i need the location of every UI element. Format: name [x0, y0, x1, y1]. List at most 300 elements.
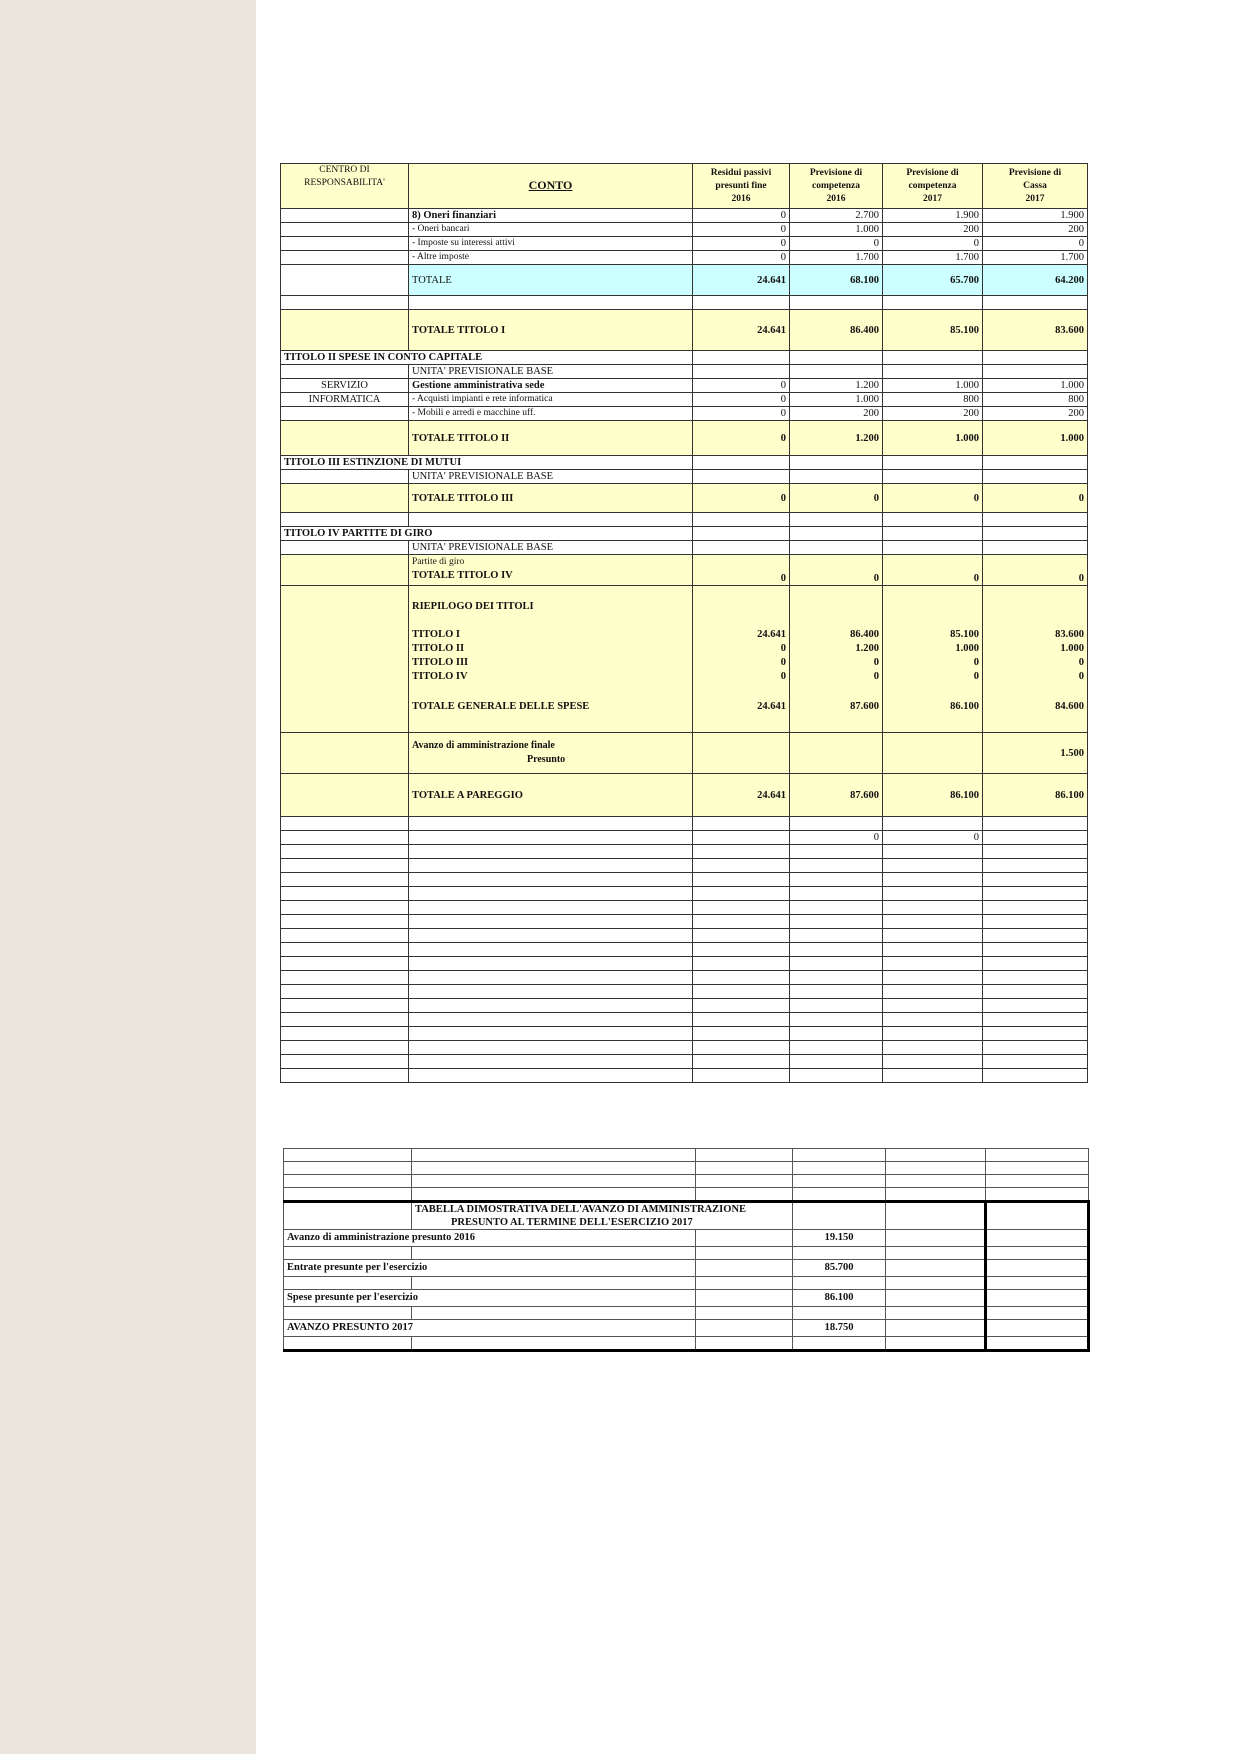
cell-empty — [281, 915, 409, 929]
col4-line3: 2017 — [1025, 193, 1045, 204]
cell-empty — [696, 1188, 793, 1202]
cell-empty — [412, 1162, 696, 1175]
riepilogo-heading: RIEPILOGO DEI TITOLI — [412, 601, 534, 612]
spacer — [412, 684, 689, 700]
cell-empty — [886, 1175, 986, 1188]
cell-empty — [790, 1041, 883, 1055]
presunto-label: Presunto — [527, 754, 566, 765]
cell-value: 0 — [883, 831, 983, 845]
cell-empty — [790, 845, 883, 859]
cell-empty — [886, 1290, 986, 1307]
pareggio-row — [281, 774, 1088, 817]
cell-empty — [281, 887, 409, 901]
cell-empty — [986, 1188, 1089, 1202]
cell-value: 0 — [1078, 671, 1084, 682]
cell-empty — [693, 1013, 790, 1027]
blank-row — [284, 1277, 1089, 1290]
cell-empty — [281, 859, 409, 873]
cell-empty — [883, 985, 983, 999]
table-row — [281, 223, 1088, 237]
cell-empty — [983, 296, 1088, 310]
table-row — [284, 1202, 1089, 1230]
cell-value: 86.100 — [883, 774, 983, 817]
cell-empty — [986, 1175, 1089, 1188]
cell-empty — [790, 943, 883, 957]
cell-empty — [693, 957, 790, 971]
tabella-row — [284, 1260, 1089, 1277]
cell-empty — [886, 1337, 986, 1351]
table-row — [281, 831, 1088, 845]
cell-empty — [983, 1055, 1088, 1069]
cell-empty — [883, 296, 983, 310]
cell-empty — [790, 859, 883, 873]
row-label: - Mobili e arredi e macchine uff. — [409, 407, 693, 421]
cell-empty — [883, 845, 983, 859]
col2-line3: 2016 — [826, 193, 846, 204]
blank-row — [281, 985, 1088, 999]
row-label: 8) Oneri finanziari — [409, 209, 693, 223]
cell-empty — [281, 484, 409, 513]
cell-value: 87.600 — [850, 701, 879, 712]
cell-empty — [986, 1202, 1089, 1230]
cell-empty — [409, 859, 693, 873]
cell-value: 83.600 — [983, 310, 1088, 351]
cell-empty — [412, 1307, 696, 1320]
cell-empty — [886, 1260, 986, 1277]
cell-empty — [883, 527, 983, 541]
cell-empty — [883, 351, 983, 365]
tabella-value: 18.750 — [793, 1320, 886, 1337]
cell-empty — [883, 873, 983, 887]
responsabilita-label: RESPONSABILITA' — [304, 178, 385, 188]
cell-empty — [983, 817, 1088, 831]
cell-empty — [409, 873, 693, 887]
tabella-value: 86.100 — [793, 1290, 886, 1307]
cell-empty — [409, 1069, 693, 1083]
cell-empty — [790, 999, 883, 1013]
cell-empty — [284, 1175, 412, 1188]
row-label: TITOLO III — [412, 657, 469, 668]
cell-value: 1.900 — [883, 209, 983, 223]
cell-empty — [693, 527, 790, 541]
cell-empty — [412, 1337, 696, 1351]
cell-value: 1.200 — [855, 643, 879, 654]
cell-empty — [793, 1277, 886, 1290]
cell-empty — [883, 915, 983, 929]
cell-empty — [693, 831, 790, 845]
tabella-label: AVANZO PRESUNTO 2017 — [284, 1320, 696, 1337]
col2-line2: competenza — [811, 180, 860, 191]
cell-empty — [281, 541, 409, 555]
section-heading: TITOLO III ESTINZIONE DI MUTUI — [281, 456, 693, 470]
cell-value: 0 — [973, 671, 979, 682]
cell-empty — [281, 555, 409, 586]
cell-empty — [281, 901, 409, 915]
cell-value: 0 — [883, 484, 983, 513]
upb-label: UNITA' PREVISIONALE BASE — [409, 470, 693, 484]
tabella-row — [284, 1230, 1089, 1247]
cell-empty — [281, 1027, 409, 1041]
spacer-row — [281, 296, 1088, 310]
cell-value: 1.000 — [983, 379, 1088, 393]
spacer — [793, 684, 879, 700]
cell-empty — [983, 470, 1088, 484]
cell-empty — [284, 1337, 412, 1351]
cell-empty — [696, 1277, 793, 1290]
blank-row — [281, 873, 1088, 887]
col4-line1: Previsione di — [1008, 167, 1062, 178]
riepilogo-col1 — [693, 586, 790, 733]
blank-row — [281, 915, 1088, 929]
cell-empty — [793, 1188, 886, 1202]
totale-row — [281, 265, 1088, 296]
spacer-row — [281, 817, 1088, 831]
cell-value: 1.000 — [955, 643, 979, 654]
cell-empty — [693, 1027, 790, 1041]
upb-label: UNITA' PREVISIONALE BASE — [409, 541, 693, 555]
blank-row — [281, 845, 1088, 859]
cell-empty — [693, 296, 790, 310]
blank-row — [281, 1055, 1088, 1069]
spese-table — [280, 163, 1088, 1083]
cell-empty — [693, 985, 790, 999]
tabella-dimostrativa — [283, 1148, 1088, 1352]
row-label: - Altre imposte — [409, 251, 693, 265]
cell-value: 24.641 — [757, 701, 786, 712]
cell-value: 1.200 — [790, 421, 883, 456]
riepilogo-block — [281, 586, 1088, 733]
cell-empty — [883, 999, 983, 1013]
cell-value: 87.600 — [790, 774, 883, 817]
cell-value: 0 — [790, 831, 883, 845]
centro-label: SERVIZIO — [281, 379, 409, 393]
cell-empty — [790, 1013, 883, 1027]
cell-empty — [883, 929, 983, 943]
cell-value: 0 — [790, 237, 883, 251]
cell-empty — [281, 1055, 409, 1069]
cell-empty — [281, 831, 409, 845]
table-row — [281, 470, 1088, 484]
cell-empty — [693, 541, 790, 555]
row-label: TITOLO IV — [412, 671, 468, 682]
cell-empty — [986, 1230, 1089, 1247]
cell-empty — [281, 513, 409, 527]
cell-empty — [281, 943, 409, 957]
cell-empty — [281, 310, 409, 351]
partite-label: Partite di giro — [412, 557, 465, 567]
cell-value: 200 — [983, 223, 1088, 237]
cell-empty — [883, 733, 983, 774]
cell-empty — [793, 1162, 886, 1175]
cell-empty — [790, 527, 883, 541]
cell-empty — [409, 845, 693, 859]
cell-empty — [790, 1069, 883, 1083]
cell-empty — [986, 1290, 1089, 1307]
blank-row — [281, 999, 1088, 1013]
cell-empty — [983, 887, 1088, 901]
table-row — [281, 251, 1088, 265]
cell-empty — [409, 1055, 693, 1069]
cell-empty — [793, 1175, 886, 1188]
cell-value: 1.000 — [883, 421, 983, 456]
cell-empty — [883, 365, 983, 379]
cell-value: 0 — [873, 657, 879, 668]
table-row — [281, 393, 1088, 407]
cell-value: 200 — [883, 223, 983, 237]
cell-empty — [281, 929, 409, 943]
cell-empty — [409, 915, 693, 929]
cell-empty — [983, 351, 1088, 365]
cell-empty — [983, 873, 1088, 887]
blank-row — [284, 1307, 1089, 1320]
tabella-row — [284, 1320, 1089, 1337]
cell-empty — [412, 1175, 696, 1188]
cell-value: 0 — [780, 643, 786, 654]
tabella-title-line2: PRESUNTO AL TERMINE DELL'ESERCIZIO 2017 — [451, 1217, 693, 1228]
cell-value: 86.400 — [850, 629, 879, 640]
cell-value: 1.700 — [790, 251, 883, 265]
cell-empty — [281, 209, 409, 223]
cell-empty — [790, 1027, 883, 1041]
cell-empty — [281, 774, 409, 817]
col1-line3: 2016 — [731, 193, 751, 204]
cell-empty — [983, 365, 1088, 379]
tabella-value: 85.700 — [793, 1260, 886, 1277]
col2-line1: Previsione di — [809, 167, 863, 178]
col-comp2016-header — [790, 164, 883, 209]
cell-empty — [693, 901, 790, 915]
section-heading: TITOLO II SPESE IN CONTO CAPITALE — [281, 351, 693, 365]
cell-value: 86.400 — [790, 310, 883, 351]
cell-empty — [696, 1260, 793, 1277]
cell-empty — [983, 943, 1088, 957]
table-row — [281, 209, 1088, 223]
tabella-title-line1: TABELLA DIMOSTRATIVA DELL'AVANZO DI AMMINISTRAZIONE — [415, 1204, 747, 1215]
cell-empty — [883, 817, 983, 831]
cell-empty — [281, 421, 409, 456]
cell-empty — [790, 901, 883, 915]
cell-value: 2.700 — [790, 209, 883, 223]
spacer-row — [281, 513, 1088, 527]
cell-empty — [284, 1202, 412, 1230]
cell-empty — [983, 1027, 1088, 1041]
cell-empty — [409, 817, 693, 831]
cell-value: 0 — [693, 555, 790, 586]
tabella-label: Entrate presunte per l'esercizio — [284, 1260, 696, 1277]
col3-line1: Previsione di — [906, 167, 959, 178]
table-row — [281, 541, 1088, 555]
cell-empty — [886, 1162, 986, 1175]
cell-empty — [693, 887, 790, 901]
table-row — [281, 379, 1088, 393]
cell-empty — [883, 887, 983, 901]
cell-empty — [790, 817, 883, 831]
cell-empty — [693, 971, 790, 985]
cell-empty — [281, 223, 409, 237]
cell-empty — [409, 831, 693, 845]
conto-label: CONTO — [528, 178, 573, 192]
titolo-2-heading-row — [281, 351, 1088, 365]
cell-empty — [883, 541, 983, 555]
cell-value: 800 — [883, 393, 983, 407]
cell-value: 0 — [983, 484, 1088, 513]
totale-titolo-2-row — [281, 421, 1088, 456]
cell-value: 0 — [983, 237, 1088, 251]
cell-empty — [281, 999, 409, 1013]
cell-empty — [281, 845, 409, 859]
cell-value: 84.600 — [1055, 701, 1084, 712]
blank-row — [284, 1149, 1089, 1162]
avanzo-row — [281, 733, 1088, 774]
budget-spreadsheet — [280, 163, 1087, 1083]
cell-empty — [986, 1337, 1089, 1351]
cell-empty — [409, 1041, 693, 1055]
cell-empty — [883, 943, 983, 957]
cell-empty — [790, 351, 883, 365]
cell-value: 0 — [790, 555, 883, 586]
cell-empty — [696, 1149, 793, 1162]
partite-cell — [409, 555, 693, 586]
cell-empty — [883, 1069, 983, 1083]
blank-row — [281, 943, 1088, 957]
cell-empty — [986, 1277, 1089, 1290]
row-label: TOTALE GENERALE DELLE SPESE — [412, 701, 590, 712]
row-label: TOTALE TITOLO I — [409, 310, 693, 351]
blank-row — [281, 971, 1088, 985]
cell-value: 1.200 — [790, 379, 883, 393]
col-cassa-header — [983, 164, 1088, 209]
cell-empty — [790, 733, 883, 774]
cell-empty — [284, 1307, 412, 1320]
cell-value: 0 — [883, 555, 983, 586]
cell-empty — [693, 845, 790, 859]
spacer — [412, 614, 689, 628]
cell-empty — [696, 1320, 793, 1337]
cell-value: 0 — [693, 251, 790, 265]
cell-empty — [693, 817, 790, 831]
cell-empty — [693, 1069, 790, 1083]
cell-empty — [696, 1307, 793, 1320]
col3-line2: competenza — [908, 180, 957, 191]
cell-empty — [409, 929, 693, 943]
cell-empty — [281, 251, 409, 265]
cell-value: 24.641 — [693, 265, 790, 296]
cell-value: 1.000 — [1060, 643, 1084, 654]
table-row — [281, 407, 1088, 421]
cell-empty — [696, 1290, 793, 1307]
cell-empty — [790, 873, 883, 887]
cell-empty — [281, 586, 409, 733]
cell-empty — [281, 817, 409, 831]
cell-empty — [983, 999, 1088, 1013]
cell-value: 200 — [983, 407, 1088, 421]
cell-empty — [983, 1069, 1088, 1083]
row-label: TOTALE A PAREGGIO — [409, 774, 693, 817]
row-label: TITOLO I — [412, 629, 460, 640]
cell-value: 0 — [693, 209, 790, 223]
cell-value: 0 — [883, 237, 983, 251]
riepilogo-col4 — [983, 586, 1088, 733]
blank-row — [281, 887, 1088, 901]
row-label: Gestione amministrativa sede — [409, 379, 693, 393]
col3-line3: 2017 — [923, 193, 942, 204]
cell-value: 1.900 — [983, 209, 1088, 223]
cell-empty — [281, 365, 409, 379]
cell-empty — [696, 1175, 793, 1188]
cell-value: 0 — [693, 393, 790, 407]
row-label: - Imposte su interessi attivi — [409, 237, 693, 251]
cell-value: 0 — [693, 379, 790, 393]
cell-empty — [886, 1307, 986, 1320]
row-label: - Oneri bancari — [409, 223, 693, 237]
page-margin-sidebar — [0, 0, 256, 1754]
cell-value: 0 — [790, 484, 883, 513]
cell-empty — [693, 470, 790, 484]
cell-value: 0 — [983, 555, 1088, 586]
cell-empty — [986, 1307, 1089, 1320]
cell-empty — [790, 957, 883, 971]
cell-value: 1.500 — [983, 733, 1088, 774]
cell-empty — [696, 1230, 793, 1247]
cell-empty — [696, 1337, 793, 1351]
cell-empty — [790, 915, 883, 929]
cell-empty — [983, 957, 1088, 971]
cell-empty — [790, 296, 883, 310]
riepilogo-col3 — [883, 586, 983, 733]
cell-empty — [409, 943, 693, 957]
cell-empty — [886, 1202, 986, 1230]
cell-empty — [793, 1337, 886, 1351]
riepilogo-col2 — [790, 586, 883, 733]
cell-empty — [886, 1247, 986, 1260]
cell-value: 0 — [693, 237, 790, 251]
cell-empty — [693, 513, 790, 527]
cell-empty — [409, 296, 693, 310]
cell-empty — [790, 887, 883, 901]
cell-value: 800 — [983, 393, 1088, 407]
blank-row — [284, 1162, 1089, 1175]
avanzo-label: Avanzo di amministrazione finale — [412, 740, 555, 751]
cell-empty — [281, 1069, 409, 1083]
cell-empty — [790, 985, 883, 999]
tabella-value: 19.150 — [793, 1230, 886, 1247]
cell-empty — [983, 901, 1088, 915]
col-comp2017-header — [883, 164, 983, 209]
cell-value: 200 — [790, 407, 883, 421]
cell-value: 0 — [780, 671, 786, 682]
cell-empty — [983, 985, 1088, 999]
blank-row — [281, 901, 1088, 915]
blank-row — [281, 859, 1088, 873]
cell-empty — [412, 1188, 696, 1202]
cell-value: 65.700 — [883, 265, 983, 296]
tabella-title — [412, 1202, 793, 1230]
avanzo-table — [283, 1148, 1090, 1352]
blank-row — [281, 1069, 1088, 1083]
cell-empty — [281, 873, 409, 887]
cell-value: 0 — [873, 671, 879, 682]
row-label: TOTALE TITOLO III — [409, 484, 693, 513]
cell-empty — [412, 1247, 696, 1260]
cell-empty — [790, 513, 883, 527]
cell-value: 0 — [693, 223, 790, 237]
cell-empty — [281, 1013, 409, 1027]
cell-empty — [693, 929, 790, 943]
totale-titolo-3-row — [281, 484, 1088, 513]
cell-value: 1.700 — [983, 251, 1088, 265]
cell-empty — [986, 1260, 1089, 1277]
cell-empty — [883, 1041, 983, 1055]
